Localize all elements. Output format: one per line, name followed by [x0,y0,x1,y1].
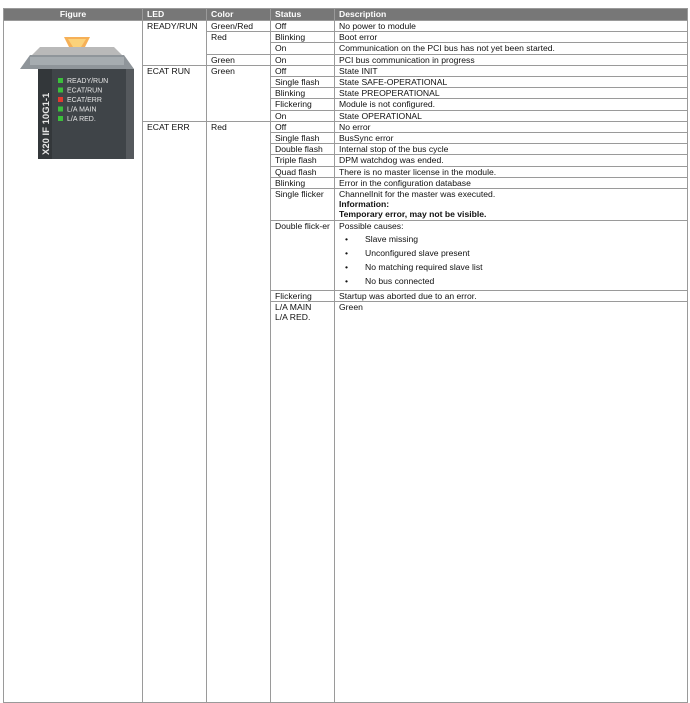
figure-cell [4,21,143,703]
led-indicator [58,116,63,121]
single-flicker-text: ChannelInit for the master was executed. [339,189,496,200]
status-cell: Quad flash [271,166,335,177]
led-la [271,301,335,702]
list-item: • Unconfigured slave present [345,248,470,259]
description-cell: Module is not configured. [335,99,688,110]
led-indicator [58,78,63,83]
status-cell: Single flash [271,133,335,144]
status-cell: Single flash [271,77,335,88]
led-ecat-err: ECAT ERR [143,121,207,702]
list-item: • No bus connected [345,276,435,287]
bullet-icon: • [345,262,349,273]
color-cell: Green/Red [207,21,271,32]
bullet-icon: • [345,276,349,287]
status-cell: Off [271,121,335,132]
description-cell: No error [335,121,688,132]
led-label: ECAT/RUN [67,87,103,95]
description-cell: State SAFE-OPERATIONAL [335,77,688,88]
module-top-cap [32,47,122,55]
color-cell: Green [207,54,271,65]
table-row [4,21,688,32]
header-figure: Figure [4,9,143,21]
description-cell: Boot error [335,32,688,43]
description-cell: No power to module [335,21,688,32]
color-cell: Red [207,32,271,54]
description-cell: State OPERATIONAL [335,110,688,121]
status-cell: Single flicker [271,189,335,221]
led-indicator [58,97,63,102]
list-item: • No matching required slave list [345,262,483,273]
status-cell: Double flash [271,144,335,155]
description-cell: Internal stop of the bus cycle [335,144,688,155]
module-figure [8,21,146,161]
led-label: ECAT/ERR [67,97,102,104]
led-ready-run: READY/RUN [143,21,207,66]
module-name: X20 IF 10G1-1 [41,92,52,155]
possible-causes-title: Possible causes: [339,220,404,231]
description-cell: Error in the configuration database [335,177,688,188]
led-status-table [3,8,688,703]
led-indicator [58,107,63,112]
status-cell: Off [271,21,335,32]
led-indicator [58,88,63,93]
information-text: Temporary error, may not be visible. [339,209,487,220]
status-cell: On [271,43,335,54]
status-cell: Flickering [271,290,335,301]
color-cell: Green [207,65,271,121]
status-cell: Blinking [271,88,335,99]
header-description: Description [335,9,688,21]
header-color: Color [207,9,271,21]
information-title: Information: [339,199,390,210]
description-cell: State INIT [335,65,688,76]
header-row [4,9,688,21]
header-led: LED [143,9,207,21]
status-cell: Blinking [271,177,335,188]
led-la-red: L/A RED. [275,312,311,323]
list-item: • Slave missing [345,233,419,244]
color-cell: Red [207,121,271,702]
description-cell: DPM watchdog was ended. [335,155,688,166]
description-cell: Communication on the PCI bus has not yet been started. [335,43,688,54]
led-ecat-run: ECAT RUN [143,65,207,121]
color-cell: Green [335,301,688,702]
status-cell: On [271,54,335,65]
description-cell: PCI bus communication in progress [335,54,688,65]
status-cell: Double flick-er [271,220,335,290]
bullet-icon: • [345,233,349,244]
description-cell: BusSync error [335,133,688,144]
led-label: L/A MAIN [67,106,97,114]
status-cell: Triple flash [271,155,335,166]
status-cell: Blinking [271,32,335,43]
description-cell: There is no master license in the module. [335,166,688,177]
led-la-main: L/A MAIN [275,301,312,312]
description-cell: State PREOPERATIONAL [335,88,688,99]
header-status: Status [271,9,335,21]
bullet-icon: • [345,248,349,259]
led-label: L/A RED. [67,116,96,123]
description-cell [335,220,688,290]
description-cell: Startup was aborted due to an error. [335,290,688,301]
status-cell: Flickering [271,99,335,110]
led-label: READY/RUN [67,78,109,85]
status-cell: On [271,110,335,121]
status-cell: Off [271,65,335,76]
description-cell [335,189,688,221]
